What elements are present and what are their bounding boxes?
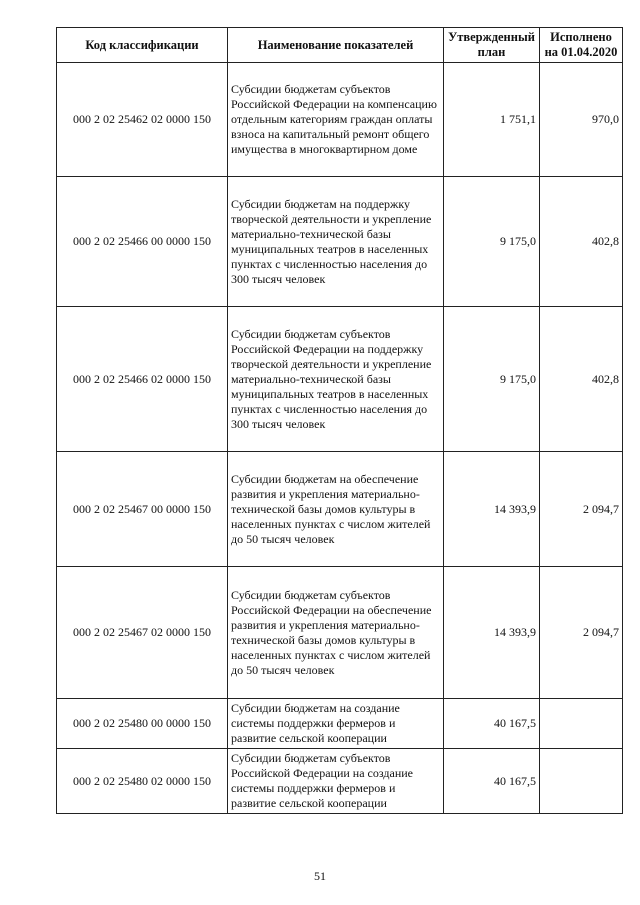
header-done [540, 28, 623, 63]
row-name: Субсидии бюджетам на обеспечение развития и укрепления материально-технической базы домов культуры в населенных пунктах с числом жителей до 50 тысяч человек [228, 452, 444, 567]
row-done [540, 699, 623, 749]
row-done: 402,8 [540, 177, 623, 307]
header-done-line2: на 01.04.2020 [544, 45, 618, 59]
row-plan: 14 393,9 [444, 452, 540, 567]
row-plan: 9 175,0 [444, 307, 540, 452]
row-name: Субсидии бюджетам субъектов Российской Федерации на создание системы поддержки фермеров и развитие сельской кооперации [228, 749, 444, 814]
row-name: Субсидии бюджетам субъектов Российской Федерации на обеспечение развития и укрепления материально-технической базы домов культуры в населенных пунктах с числом жителей до 50 тысяч человек [228, 567, 444, 699]
row-done: 402,8 [540, 307, 623, 452]
header-code: Код классификации [57, 28, 228, 63]
table-row [57, 307, 623, 452]
header-row [57, 28, 623, 63]
row-done: 2 094,7 [540, 567, 623, 699]
table-row [57, 749, 623, 814]
row-plan: 40 167,5 [444, 749, 540, 814]
header-done-line1: Исполнено [550, 30, 612, 44]
header-plan-line2: план [477, 45, 506, 59]
row-code: 000 2 02 25467 00 0000 150 [57, 452, 228, 567]
header-name: Наименование показателей [228, 28, 444, 63]
row-code: 000 2 02 25467 02 0000 150 [57, 567, 228, 699]
table-row [57, 63, 623, 177]
row-name: Субсидии бюджетам на поддержку творческой деятельности и укрепление материально-технической базы муниципальных театров в населенных пунктах с численностью населения до 300 тысяч человек [228, 177, 444, 307]
row-name: Субсидии бюджетам субъектов Российской Федерации на компенсацию отдельным категориям граждан оплаты взноса на капитальный ремонт общего имущества в многоквартирном доме [228, 63, 444, 177]
row-name: Субсидии бюджетам на создание системы поддержки фермеров и развитие сельской кооперации [228, 699, 444, 749]
header-plan-line1: Утвержденный [448, 30, 535, 44]
table-row [57, 567, 623, 699]
row-done [540, 749, 623, 814]
row-code: 000 2 02 25480 00 0000 150 [57, 699, 228, 749]
row-plan: 1 751,1 [444, 63, 540, 177]
row-plan: 40 167,5 [444, 699, 540, 749]
table-row [57, 699, 623, 749]
row-code: 000 2 02 25462 02 0000 150 [57, 63, 228, 177]
row-code: 000 2 02 25480 02 0000 150 [57, 749, 228, 814]
header-plan [444, 28, 540, 63]
row-name: Субсидии бюджетам субъектов Российской Федерации на поддержку творческой деятельности и укрепление материально-технической базы муниципальных театров в населенных пунктах с численностью населения до 300 тысяч человек [228, 307, 444, 452]
budget-table [56, 27, 623, 814]
row-done: 2 094,7 [540, 452, 623, 567]
row-done: 970,0 [540, 63, 623, 177]
table-row [57, 177, 623, 307]
table-row [57, 452, 623, 567]
row-plan: 9 175,0 [444, 177, 540, 307]
row-code: 000 2 02 25466 02 0000 150 [57, 307, 228, 452]
row-plan: 14 393,9 [444, 567, 540, 699]
page-number: 51 [314, 869, 326, 883]
row-code: 000 2 02 25466 00 0000 150 [57, 177, 228, 307]
